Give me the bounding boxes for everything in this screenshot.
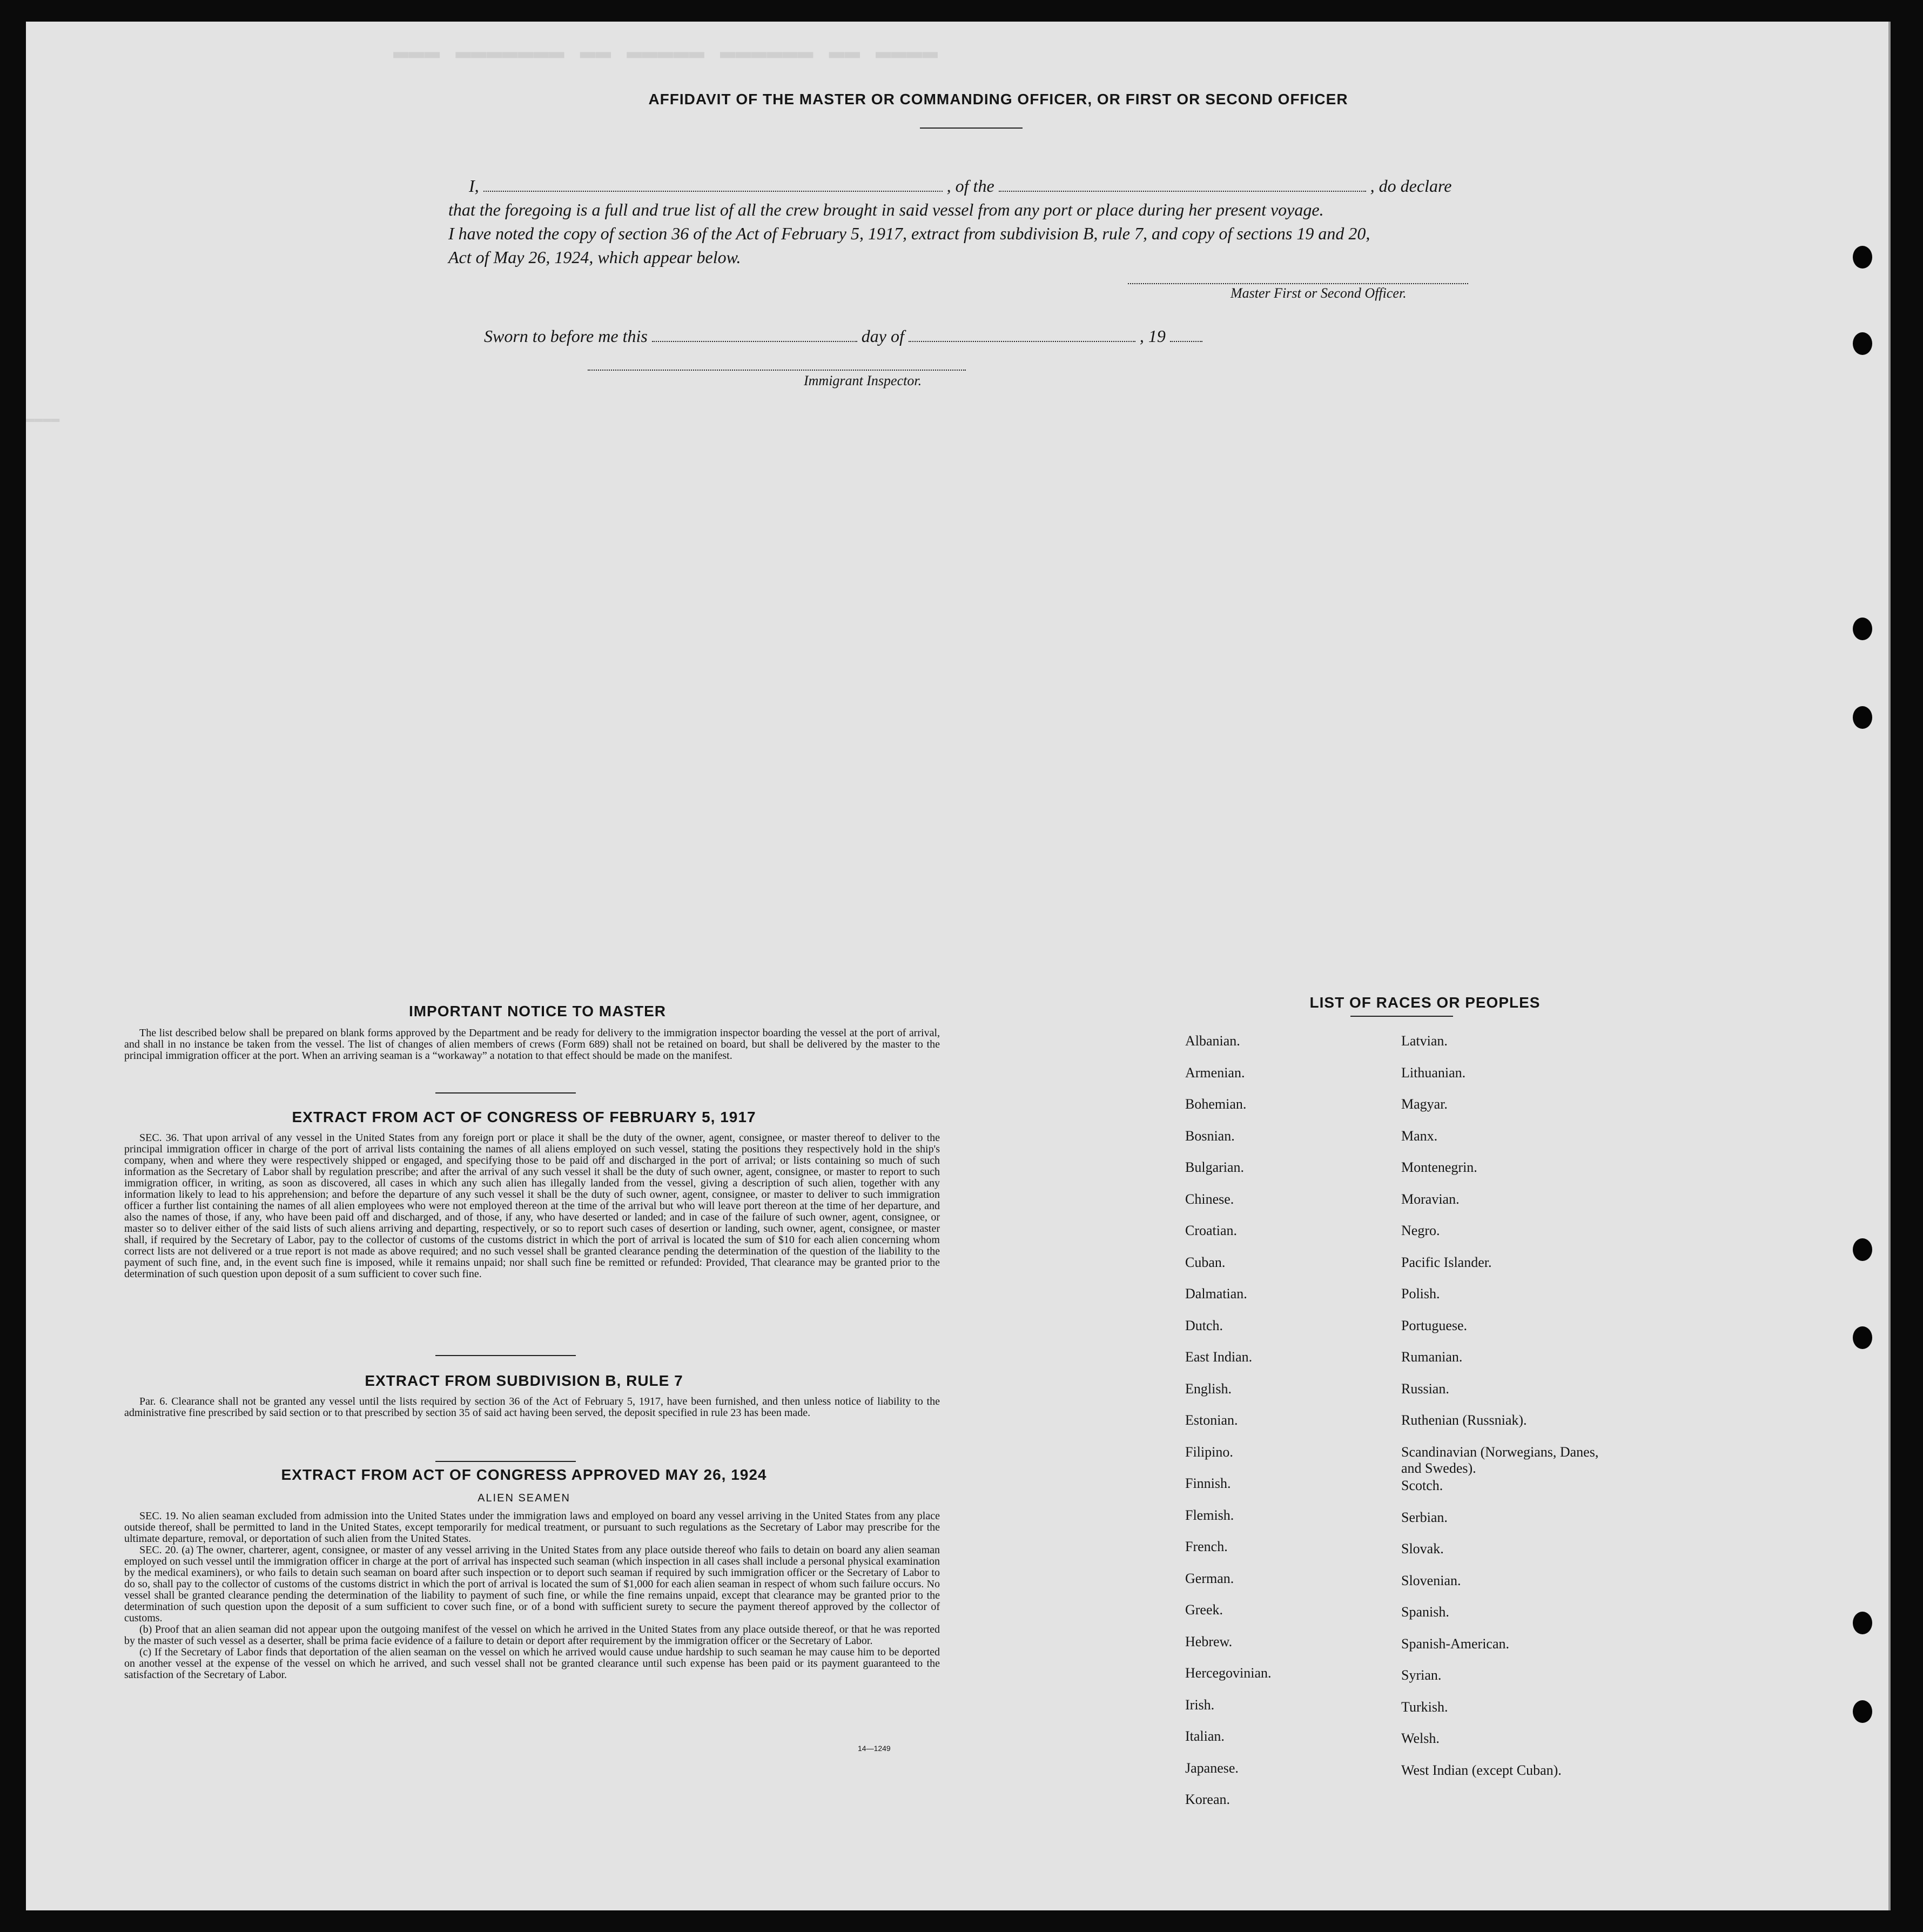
- race-item: Flemish.: [1185, 1507, 1234, 1523]
- race-item: Polish.: [1401, 1286, 1440, 1302]
- race-item: Irish.: [1185, 1696, 1215, 1713]
- race-item: Serbian.: [1401, 1509, 1448, 1525]
- affidavit-line-2: that the foregoing is a full and true list of all the crew brought in said vessel from any port or place during her present voyage.: [448, 200, 1324, 219]
- race-item: East Indian.: [1185, 1349, 1253, 1365]
- races-left-column: [1185, 1033, 1390, 1843]
- binder-hole: [1853, 618, 1872, 640]
- race-item: Hebrew.: [1185, 1633, 1233, 1649]
- race-item: Negro.: [1401, 1223, 1440, 1238]
- alien-seamen-subtitle: ALIEN SEAMEN: [478, 1492, 570, 1504]
- race-item: Filipino.: [1185, 1444, 1233, 1460]
- race-item: Spanish-American.: [1401, 1635, 1510, 1652]
- extract-1917-paragraph: SEC. 36. That upon arrival of any vessel in the United States from any foreign port or place it shall be the duty of the owner, agent, consignee, or master thereof to deliver to the principal immigration officer in charge of the port of arrival lists containing the names of all aliens employed on such vessel, stating the positions they respectively hold in the ship's company, when and where they were respectively shipped or engaged, and specifying those to be paid off and discharged in the port of arrival; or lists containing so much of such information as the Secretary of Labor shall by regulation prescribe; and after the arrival of any such vessel it shall be the duty of such owner, agent, consignee, or master to report to such immigration officer, in writing, as soon as discovered, all cases in which any such alien has illegally landed from the vessel, giving a description of such alien, together with any information likely to lead to his apprehension; and before the departure of any such vessel it shall be the duty of such owner, agent, consignee, or master to deliver to such immigration officer a further list containing the names of all alien employees who were not employed thereon at the time of the arrival but who will leave port thereon at the time of her departure, and also the names of those, if any, who have been paid off and discharged, and of those, if any, who have deserted or landed; and in case of the failure of such owner, agent, consignee, or master so to deliver either of the said lists of such aliens arriving and departing, respectively, or so to report such cases of desertion or landing, such owner, agent, consignee, or master shall, if required by the Secretary of Labor, pay to the collector of customs of the customs district in which the port of arrival is located the sum of $10 for each alien concerning whom correct lists are not delivered or a true report is not made as above required; and no such vessel shall be granted clearance pending the determination of the question of the liability to the payment of such fine, and, in the event such fine is imposed, while it remains unpaid; nor shall such fine be remitted or refunded: Provided, That clearance may be granted prior to the determination of such question upon deposit of a sum sufficient to cover such fine.: [124, 1132, 940, 1280]
- race-item: Estonian.: [1185, 1412, 1238, 1428]
- race-item: Lithuanian.: [1401, 1064, 1466, 1081]
- extract-1924-text: [124, 1511, 940, 1681]
- affidavit-line-1: [469, 174, 1451, 198]
- race-item: Greek.: [1185, 1602, 1223, 1618]
- race-item: German.: [1185, 1570, 1234, 1586]
- name-blank: [483, 178, 943, 192]
- race-item: Russian.: [1401, 1380, 1449, 1397]
- races-divider: [1350, 1016, 1453, 1017]
- affidavit-of-the: , of the: [946, 176, 994, 196]
- race-item: Korean.: [1185, 1792, 1231, 1807]
- extract-1924-title: EXTRACT FROM ACT OF CONGRESS APPROVED MAY 26, 1924: [281, 1466, 767, 1483]
- race-item: Croatian.: [1185, 1223, 1238, 1238]
- race-item: Japanese.: [1185, 1760, 1239, 1776]
- race-item: Cuban.: [1185, 1254, 1226, 1270]
- race-item: Dalmatian.: [1185, 1286, 1247, 1302]
- sworn-year-blank: [1170, 328, 1202, 342]
- form-page: [26, 22, 1891, 1910]
- affidavit-declare: , do declare: [1370, 176, 1452, 196]
- affidavit-i: I,: [469, 176, 479, 196]
- sworn-line: [484, 324, 1202, 348]
- race-item: Moravian.: [1401, 1191, 1460, 1207]
- race-item: Bohemian.: [1185, 1096, 1247, 1112]
- inspector-signature-line: [588, 370, 966, 371]
- binder-hole: [1853, 1612, 1872, 1634]
- race-item: Bulgarian.: [1185, 1159, 1245, 1175]
- race-item: Ruthenian (Russniak).: [1401, 1412, 1527, 1428]
- binder-hole: [1853, 332, 1872, 355]
- vessel-blank: [999, 178, 1366, 192]
- bleed-through-heading: ▬▬▬ ▬▬▬▬▬▬▬ ▬▬ ▬▬▬▬▬ ▬▬▬▬▬▬ ▬▬ ▬▬▬▬: [393, 38, 938, 67]
- race-item: Welsh.: [1401, 1730, 1440, 1746]
- race-item: Spanish.: [1401, 1604, 1449, 1620]
- race-item: Rumanian.: [1401, 1349, 1463, 1365]
- extract-1917-text: [124, 1132, 940, 1280]
- extract-1917-title: EXTRACT FROM ACT OF CONGRESS OF FEBRUARY 5, 1917: [292, 1109, 756, 1125]
- form-number: 14—1249: [858, 1744, 891, 1753]
- race-item: Syrian.: [1401, 1667, 1442, 1683]
- race-item: Dutch.: [1185, 1317, 1223, 1333]
- race-item: Bosnian.: [1185, 1128, 1235, 1144]
- sworn-prefix: Sworn to before me this: [484, 326, 648, 346]
- rule7-divider: [435, 1461, 576, 1462]
- races-right-column: [1401, 1033, 1660, 1843]
- race-item: Turkish.: [1401, 1699, 1448, 1715]
- sworn-year: , 19: [1139, 326, 1166, 346]
- binder-hole: [1853, 1326, 1872, 1349]
- extract-1917-divider: [435, 1355, 576, 1356]
- race-item: Scandinavian (Norwegians, Danes, and Swedes).: [1401, 1444, 1599, 1476]
- sec20b-paragraph: (b) Proof that an alien seaman did not appear upon the outgoing manifest of the vessel on which he arrived in the United States from any place outside thereof, or that he was reported by the master of such vessel as a deserter, shall be prima facie evidence of a failure to detain or deport after requirement by the immigration officer or the Secretary of Labor.: [124, 1624, 940, 1647]
- rule7-title: EXTRACT FROM SUBDIVISION B, RULE 7: [365, 1372, 683, 1389]
- sec20a-paragraph: SEC. 20. (a) The owner, charterer, agent, consignee, or master of any vessel arriving in the United States from any place outside thereof who fails to detain on board any alien seaman employed on such vessel until the immigration officer in charge at the port of arrival has inspected such seaman (which inspection in all cases shall include a personal physical examination by the medical examiners), or who fails to detain such seaman on board after such inspection or to deport such seaman if required by such immigration officer or the Secretary of Labor to do so, shall pay to the collector of customs of the customs district in which the port of arrival is located the sum of $1,000 for each alien seaman in respect of whom such failure occurs. No vessel shall be granted clearance pending the determination of the liability to payment of such fine, or while the fine remains unpaid, except that clearance may be granted prior to the determination of such question upon the deposit of a sum sufficient to cover such fine, or of a bond with sufficient surety to secure the payment thereof approved by the collector of customs.: [124, 1544, 940, 1624]
- master-signature-label: Master First or Second Officer.: [1231, 285, 1407, 301]
- race-item: Albanian.: [1185, 1033, 1240, 1049]
- race-item: West Indian (except Cuban).: [1401, 1762, 1562, 1778]
- inspector-signature-label: Immigrant Inspector.: [804, 373, 922, 388]
- notice-title: IMPORTANT NOTICE TO MASTER: [408, 1003, 667, 1019]
- race-item: Manx.: [1401, 1128, 1438, 1144]
- notice-paragraph: The list described below shall be prepared on blank forms approved by the Department and be ready for delivery to the immigration inspector boarding the vessel at the port of arrival, and shall in no instance be taken from the vessel. The list of changes of alien members of crews (Form 689) shall not be retained on board, but shall be delivered by the master to the principal immigration officer at the port. When an arriving seaman is a “workaway” a notation to that effect should be made on the manifest.: [124, 1027, 940, 1062]
- race-item: Italian.: [1185, 1728, 1225, 1744]
- race-item: Scotch.: [1401, 1478, 1443, 1493]
- race-item: Montenegrin.: [1401, 1159, 1477, 1175]
- sworn-month-blank: [909, 328, 1135, 342]
- binder-hole: [1853, 706, 1872, 729]
- race-item: English.: [1185, 1380, 1232, 1397]
- sworn-day-of: day of: [861, 326, 904, 346]
- race-item: Latvian.: [1401, 1033, 1448, 1049]
- affidavit-line-4: Act of May 26, 1924, which appear below.: [448, 247, 741, 267]
- sec19-paragraph: SEC. 19. No alien seaman excluded from admission into the United States under the immigration laws and employed on board any vessel arriving in the United States from any place outside thereof, shall be permitted to land in the United States, except temporarily for medical treatment, or pursuant to such regulations as the Secretary of Labor may prescribe for the ultimate departure, removal, or deportation of such alien from the United States.: [124, 1510, 940, 1545]
- rule7-text: [124, 1396, 940, 1419]
- rule7-paragraph: Par. 6. Clearance shall not be granted any vessel until the lists required by section 36 of the Act of February 5, 1917, have been furnished, and then unless notice of liability to the administrative fine prescribed by said section or to that prescribed by section 35 of said act having been served, the deposit specified in rule 23 has been made.: [124, 1396, 940, 1419]
- binder-hole: [1853, 1700, 1872, 1723]
- title-divider: [920, 128, 1023, 129]
- binder-hole: [1853, 1238, 1872, 1261]
- race-item: French.: [1185, 1539, 1228, 1554]
- binder-hole: [1853, 246, 1872, 269]
- race-item: Hercegovinian.: [1185, 1665, 1272, 1681]
- race-item: Slovenian.: [1401, 1572, 1461, 1588]
- master-signature-line: [1128, 283, 1468, 284]
- notice-text: [124, 1028, 940, 1062]
- race-item: Pacific Islander.: [1401, 1254, 1492, 1270]
- affidavit-line-3: I have noted the copy of section 36 of the Act of February 5, 1917, extract from subdivision B, rule 7, and copy of sections 19 and 20,: [448, 224, 1370, 243]
- sworn-day-blank: [652, 328, 857, 342]
- affidavit-title: AFFIDAVIT OF THE MASTER OR COMMANDING OFFICER, OR FIRST OR SECOND OFFICER: [648, 91, 1348, 108]
- race-item: Chinese.: [1185, 1191, 1234, 1207]
- bleed-through-column: ▬▬▬▬: [26, 411, 60, 427]
- notice-divider: [435, 1092, 576, 1094]
- races-title: LIST OF RACES OR PEOPLES: [1309, 994, 1541, 1011]
- sec20c-paragraph: (c) If the Secretary of Labor finds that deportation of the alien seaman on the vessel on which he arrived would cause undue hardship to such seaman he may cause him to be deported on another vessel at the expense of the vessel on which he arrived, and such vessel shall not be granted clearance until such expense has been paid or its payment guaranteed to the satisfaction of the Secretary of Labor.: [124, 1646, 940, 1681]
- race-item: Magyar.: [1401, 1096, 1448, 1112]
- race-item: Armenian.: [1185, 1064, 1245, 1081]
- race-item: Finnish.: [1185, 1475, 1231, 1491]
- race-item: Portuguese.: [1401, 1317, 1468, 1333]
- race-item: Slovak.: [1401, 1541, 1444, 1557]
